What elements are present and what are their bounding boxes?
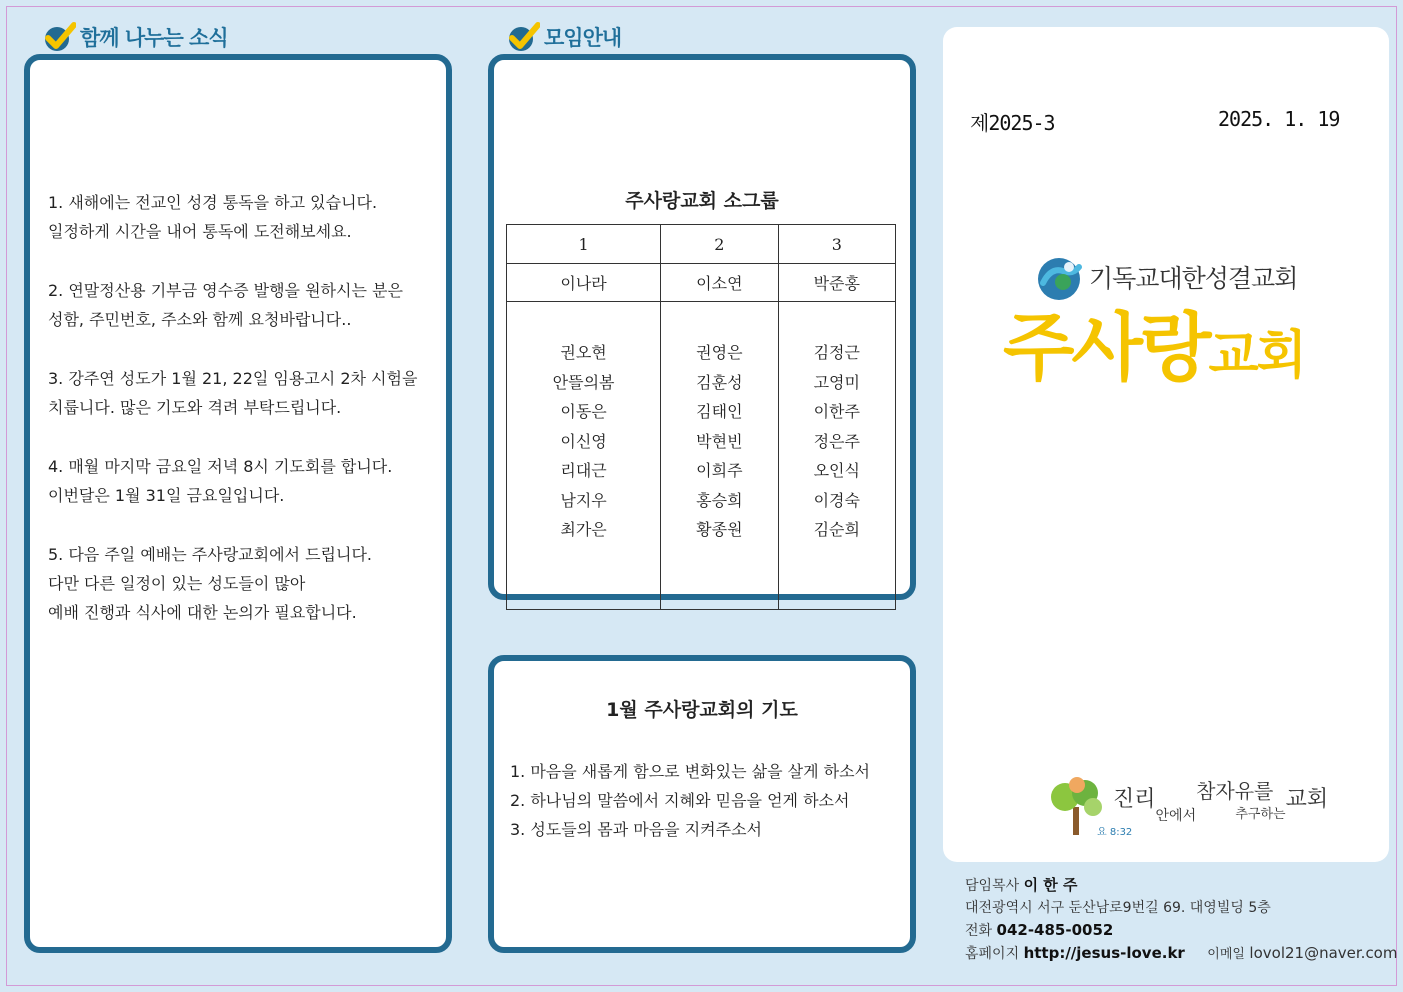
meeting-heading	[506, 22, 621, 52]
prayer-item: 2. 하나님의 말씀에서 지혜와 믿음을 얻게 하소서	[510, 791, 850, 810]
group-number: 3	[778, 225, 895, 264]
church-name-main: 주사랑	[1003, 305, 1209, 391]
group-number: 2	[661, 225, 778, 264]
slogan	[1113, 779, 1329, 824]
denomination-name: 기독교대한성결교회	[1089, 264, 1298, 293]
issue-date: 2025. 1. 19	[1218, 107, 1340, 131]
pastor-label: 담임목사	[965, 878, 1020, 894]
phone-number: 042-485-0052	[996, 921, 1114, 939]
news-list	[48, 188, 417, 657]
meeting-heading-text: 모임안내	[544, 26, 622, 50]
church-name-suffix: 교회	[1208, 326, 1305, 386]
checkmark-icon	[42, 22, 76, 52]
group-members: 권영은 김훈성 김태인 박현빈 이희주 홍승희 황종원	[661, 302, 778, 610]
group-number: 1	[507, 225, 661, 264]
news-heading	[42, 22, 228, 52]
news-heading-text: 함께 나누는 소식	[80, 26, 228, 50]
slogan-part: 추구하는	[1235, 807, 1286, 822]
slogan-part: 진리	[1113, 787, 1156, 812]
news-panel	[24, 54, 452, 953]
groups-title: 주사랑교회 소그룹	[625, 190, 779, 212]
news-item: 2. 연말정산용 기부금 영수증 발행을 원하시는 분은 성함, 주민번호, 주소와 함께 요청바랍니다..	[48, 281, 403, 329]
prayer-item: 3. 성도들의 몸과 마음을 지켜주소서	[510, 820, 762, 839]
checkmark-icon	[506, 22, 540, 52]
group-leader: 박준홍	[778, 264, 895, 302]
homepage-label: 홈페이지	[965, 946, 1020, 962]
prayer-list	[510, 757, 870, 844]
news-item: 1. 새해에는 전교인 성경 통독을 하고 있습니다. 일정하게 시간을 내어 통독에 도전해보세요.	[48, 193, 378, 241]
group-leader: 이나라	[507, 264, 661, 302]
issue-number: 제2025-3	[970, 111, 1055, 135]
news-item: 5. 다음 주일 예배는 주사랑교회에서 드립니다. 다만 다른 일정이 있는 성도들이 많아 예배 진행과 식사에 대한 논의가 필요합니다.	[48, 545, 372, 622]
group-members: 김정근 고영미 이한주 정은주 오인식 이경숙 김순희	[778, 302, 895, 610]
news-item: 4. 매월 마지막 금요일 저녁 8시 기도회를 합니다. 이번달은 1월 31일 금요일입니다.	[48, 457, 393, 505]
email-link[interactable]: lovol21@naver.com	[1249, 944, 1398, 962]
groups-table	[506, 224, 896, 610]
prayer-panel	[488, 655, 916, 953]
cover-panel	[943, 27, 1389, 862]
church-name	[1003, 289, 1305, 395]
news-item: 3. 강주연 성도가 1월 21, 22일 임용고시 2차 시험을 치룹니다. 많은 기도와 격려 부탁드립니다.	[48, 369, 418, 417]
prayer-item: 1. 마음을 새롭게 함으로 변화있는 삶을 살게 하소서	[510, 762, 870, 781]
email-label: 이메일	[1207, 947, 1245, 962]
phone-label: 전화	[965, 923, 993, 939]
church-contact	[965, 874, 1397, 966]
groups-panel	[488, 54, 916, 600]
slogan-part: 교회	[1285, 787, 1329, 812]
homepage-link[interactable]: http://jesus-love.kr	[1023, 944, 1185, 962]
slogan-part: 참자유를	[1196, 779, 1274, 803]
slogan-reference: 요 8:32	[1097, 827, 1133, 838]
address: 대전광역시 서구 둔산남로9번길 69. 대영빌딩 5층	[965, 900, 1271, 916]
prayer-title: 1월 주사랑교회의 기도	[606, 699, 798, 721]
group-members: 권오현 안뜰의봄 이동은 이신영 리대근 남지우 최가은	[507, 302, 661, 610]
slogan-part: 안에서	[1155, 808, 1197, 824]
pastor-name: 이 한 주	[1023, 876, 1078, 894]
group-leader: 이소연	[661, 264, 778, 302]
